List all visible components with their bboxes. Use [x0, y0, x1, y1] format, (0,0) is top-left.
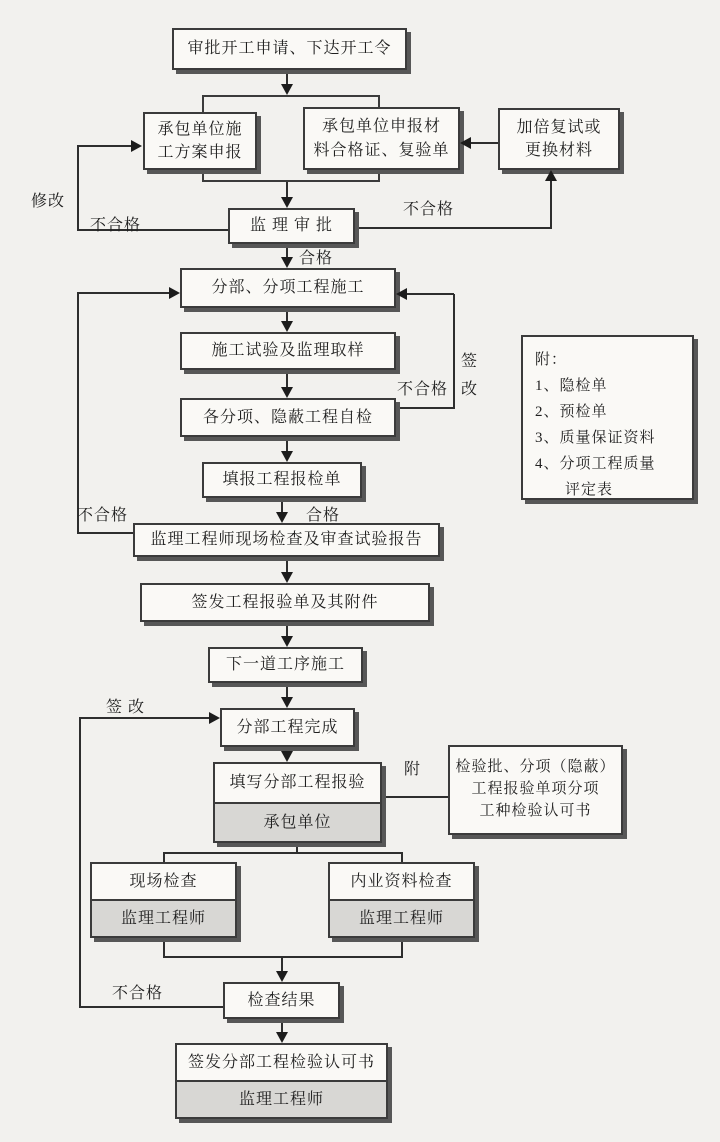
node-issue-inspection-form	[140, 583, 430, 622]
node-issue-division-cert	[175, 1043, 388, 1119]
arrowhead-down-icon	[281, 321, 293, 332]
arrowhead-down-icon	[281, 572, 293, 583]
arrowhead-down-icon	[276, 971, 288, 982]
flow-line	[281, 498, 283, 513]
arrowhead-down-icon	[281, 197, 293, 208]
flow-line	[286, 370, 288, 388]
node-inspection-docs-line2: 工程报验单项分项	[471, 781, 600, 798]
label-fail-top-left: 不合格	[90, 217, 142, 234]
label-fail-mid-right: 不合格	[397, 381, 449, 398]
node-site-inspection-main	[92, 864, 235, 901]
flow-line-fail-mid	[77, 292, 169, 294]
flow-line-fail-left	[77, 145, 131, 147]
arrowhead-right-icon	[131, 140, 142, 152]
node-issue-division-cert-role-label: 监理工程师	[238, 1090, 324, 1108]
flow-line	[281, 1019, 283, 1033]
node-inspection-docs-line1: 检验批、分项（隐蔽）	[455, 759, 616, 776]
flow-line-fail-mid	[77, 292, 79, 534]
label-fail-bottom: 不合格	[112, 985, 164, 1002]
flow-line	[286, 683, 288, 698]
flow-line-split	[163, 852, 403, 854]
arrowhead-right-icon	[209, 712, 220, 724]
flow-line-join	[401, 938, 403, 958]
node-construction-test-label: 施工试验及监理取样	[211, 342, 365, 360]
arrowhead-down-icon	[276, 1032, 288, 1043]
attachment-item-4: 4、分项工程质量	[535, 456, 656, 473]
label-pass-top: 合格	[299, 250, 334, 267]
node-check-result	[223, 982, 340, 1019]
node-next-process	[208, 647, 363, 683]
node-division-complete	[220, 708, 355, 747]
flow-line-split	[163, 852, 165, 862]
node-retest-replace	[498, 108, 620, 170]
flow-line	[286, 437, 288, 452]
node-approve-start-label: 审批开工申请、下达开工令	[187, 40, 392, 58]
label-fail-mid-left: 不合格	[77, 507, 129, 524]
node-contractor-materials	[303, 107, 460, 170]
flow-line-sign-change	[453, 294, 455, 409]
node-supervision-approval-label: 监 理 审 批	[249, 217, 333, 235]
label-sign-change: 签 改	[106, 699, 146, 716]
node-contractor-materials-line1: 承包单位申报材	[321, 118, 441, 136]
arrowhead-down-icon	[281, 257, 293, 268]
node-supervision-approval	[228, 208, 355, 244]
node-issue-division-cert-role	[177, 1082, 386, 1117]
arrowhead-down-icon	[281, 636, 293, 647]
flow-line-fail-bottom	[79, 1006, 223, 1008]
label-attach: 附	[404, 761, 422, 778]
label-pass-mid: 合格	[306, 507, 341, 524]
node-inspection-docs-line3: 工种检验认可书	[479, 802, 592, 819]
flow-line-sign-change	[407, 293, 454, 295]
node-issue-inspection-form-label: 签发工程报验单及其附件	[191, 593, 379, 611]
node-construction-test	[180, 332, 396, 370]
node-approve-start	[172, 28, 407, 70]
node-self-check-label: 各分项、隐蔽工程自检	[202, 408, 373, 426]
flow-line-attach	[382, 796, 448, 798]
node-self-check	[180, 398, 396, 437]
attachment-list-box	[521, 335, 694, 500]
node-fill-division-form	[213, 762, 382, 843]
node-fill-division-form-main-label: 填写分部工程报验	[229, 774, 366, 792]
node-fill-division-form-role	[215, 804, 380, 842]
node-site-inspection-main-label: 现场检查	[129, 872, 198, 890]
node-inspection-docs	[448, 745, 623, 835]
arrowhead-down-icon	[281, 751, 293, 762]
node-subitem-construction-label: 分部、分项工程施工	[211, 279, 365, 297]
node-retest-replace-line1: 加倍复试或	[516, 118, 602, 136]
flow-line-fail-left	[77, 145, 79, 231]
node-site-check-report-label: 监理工程师现场检查及审查试验报告	[150, 531, 423, 549]
arrowhead-down-icon	[281, 451, 293, 462]
node-internal-data-inspection-role	[330, 901, 473, 936]
flow-line-split	[401, 852, 403, 862]
node-contractor-materials-line2: 料合格证、复验单	[313, 141, 450, 159]
node-check-result-label: 检查结果	[247, 991, 316, 1009]
node-site-inspection-role-label: 监理工程师	[120, 909, 206, 927]
label-fail-top-right: 不合格	[403, 201, 455, 218]
flow-line-fail-mid	[77, 532, 135, 534]
node-internal-data-inspection-main-label: 内业资料检查	[350, 872, 453, 890]
node-internal-data-inspection	[328, 862, 475, 938]
attachment-item-4-cont: 评定表	[565, 482, 614, 499]
flow-line-fail-right	[355, 227, 552, 229]
node-subitem-construction	[180, 268, 396, 308]
flow-line-sign-change	[396, 407, 455, 409]
label-sign: 签	[461, 353, 479, 370]
attachment-title: 附：	[535, 352, 568, 368]
arrowhead-left-icon	[460, 137, 471, 149]
node-contractor-plan-line2: 工方案申报	[157, 144, 243, 161]
node-next-process-label: 下一道工序施工	[225, 656, 345, 674]
flow-line	[286, 308, 288, 322]
flow-line-sign-change-bottom	[79, 717, 209, 719]
node-issue-division-cert-main	[177, 1045, 386, 1082]
arrowhead-left-icon	[396, 288, 407, 300]
flow-line-join	[163, 938, 165, 958]
arrowhead-down-icon	[281, 84, 293, 95]
flow-line-fail-right	[550, 181, 552, 229]
node-internal-data-inspection-role-label: 监理工程师	[358, 909, 444, 927]
node-site-inspection-role	[92, 901, 235, 936]
node-fill-inspection-form-label: 填报工程报检单	[222, 471, 342, 489]
arrowhead-down-icon	[276, 512, 288, 523]
attachment-item-2: 2、预检单	[535, 404, 608, 421]
node-issue-division-cert-main-label: 签发分部工程检验认可书	[187, 1053, 375, 1071]
node-fill-inspection-form	[202, 462, 362, 498]
arrowhead-right-icon	[169, 287, 180, 299]
attachment-item-1: 1、隐检单	[535, 378, 608, 395]
flow-line	[286, 557, 288, 573]
node-internal-data-inspection-main	[330, 864, 473, 901]
flow-line-retest	[471, 142, 498, 144]
arrowhead-up-icon	[545, 170, 557, 181]
label-modify: 修改	[31, 193, 66, 210]
node-contractor-plan	[143, 112, 257, 170]
label-change: 改	[461, 381, 479, 398]
flow-line	[286, 622, 288, 637]
node-fill-division-form-main	[215, 764, 380, 804]
attachment-item-3: 3、质量保证资料	[535, 430, 656, 447]
node-site-inspection	[90, 862, 237, 938]
flow-line-fail-bottom	[79, 717, 81, 1008]
arrowhead-down-icon	[281, 697, 293, 708]
node-retest-replace-line2: 更换材料	[524, 142, 593, 159]
node-site-check-report	[133, 523, 440, 557]
node-contractor-plan-line1: 承包单位施	[157, 120, 243, 138]
node-division-complete-label: 分部工程完成	[236, 718, 339, 736]
flow-line-join	[163, 956, 403, 958]
node-fill-division-form-role-label: 承包单位	[263, 813, 332, 831]
arrowhead-down-icon	[281, 387, 293, 398]
